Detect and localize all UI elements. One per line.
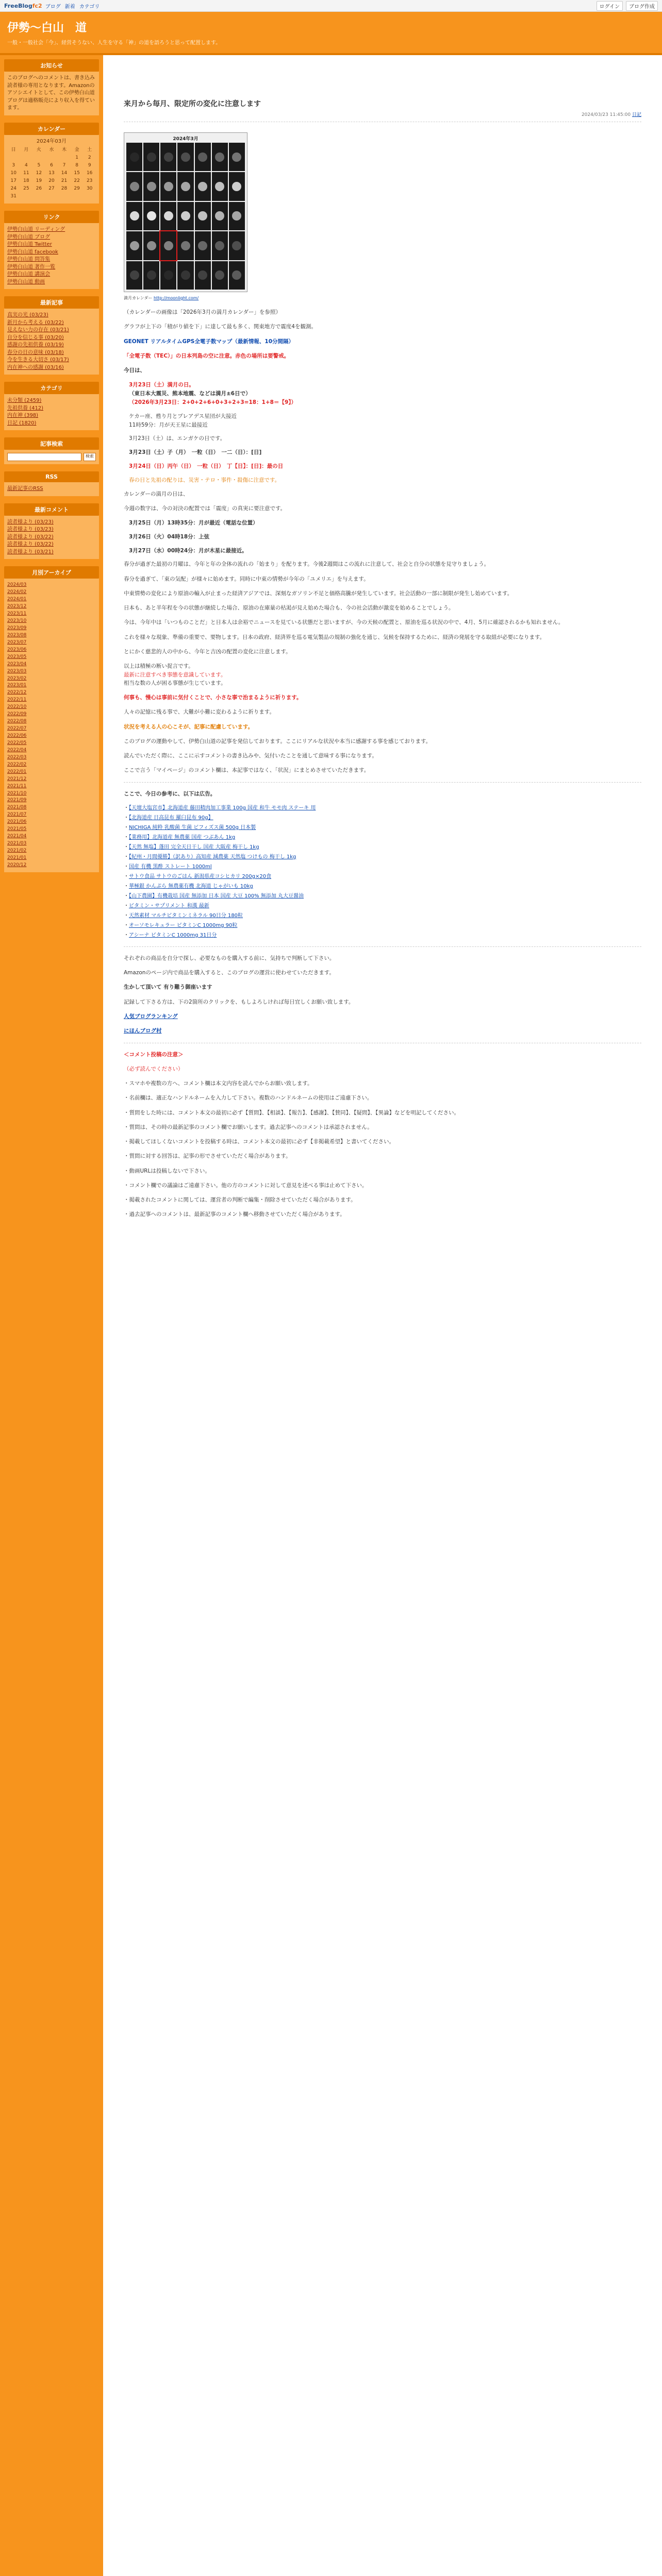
recent-comment-link[interactable]: 読者様より (03/23) bbox=[7, 519, 54, 525]
calendar-day[interactable] bbox=[20, 154, 33, 162]
archive-link[interactable]: 2021/05 bbox=[7, 826, 27, 832]
para-news: 今週の数字は、今の対決の配置では「震度」の真実に要注意です。 bbox=[124, 505, 286, 512]
recent-post-link[interactable]: 真実の光 (03/23) bbox=[7, 312, 48, 318]
bullet-1: 3月23日（土）満月の日。 （東日本大震災、熊本地震、などは満月±6日で） （2026年3月23日：2+0+2+6+0+3+2+3=18：1+8＝【9】） bbox=[129, 382, 297, 405]
calendar-weekday: 金 bbox=[74, 147, 79, 152]
moon-phase-icon bbox=[160, 172, 176, 200]
rule-10: ・過去記事へのコメントは、最新記事のコメント欄へ移動させていただく場合があります。 bbox=[124, 1211, 345, 1218]
topbar-right bbox=[597, 1, 658, 11]
rule-7: ・動画URLは投稿しないで下さい。 bbox=[124, 1167, 210, 1174]
para-10: 以上は積極の断い捉言です。 最新に注意すべき事態を意識しています。 相当な数の人が困る事態が生じています。 bbox=[124, 663, 226, 686]
calendar-weekday: 水 bbox=[49, 147, 54, 152]
para-6: 日本も、あと半年程を今の状態が継続した場合、原油の在庫量の枯渇が見え始めた場合も、今の社会活動が激変を始めることでしょう。 bbox=[124, 605, 454, 612]
moon-phase-icon bbox=[143, 143, 159, 171]
archive-link[interactable]: 2021/03 bbox=[7, 841, 27, 846]
calendar-day[interactable]: 30 bbox=[86, 186, 93, 192]
calendar-day[interactable]: 20 bbox=[48, 178, 55, 184]
fc2-topbar bbox=[0, 0, 662, 12]
moon-calendar-image[interactable] bbox=[124, 132, 247, 292]
moon-phase-icon bbox=[126, 143, 142, 171]
rule-8: ・コメント欄での議論はご遠慮下さい。他の方のコメントに対して意見を述べる事は止めて下さい。 bbox=[124, 1182, 368, 1189]
calendar-day[interactable]: 28 bbox=[61, 186, 68, 192]
moon-phase-icon bbox=[177, 261, 193, 290]
para-18: Amazonのページ内で商品を購入すると、このブログの運営に使わせていただきます。 bbox=[124, 970, 335, 976]
calendar-day[interactable]: 25 bbox=[23, 186, 29, 192]
archive-link[interactable]: 2022/12 bbox=[7, 690, 27, 696]
sidebar-link[interactable]: 伊勢白山道 ブログ bbox=[7, 234, 51, 240]
moon-phase-icon bbox=[143, 172, 159, 200]
links-box bbox=[4, 211, 99, 289]
archive-link[interactable]: 2023/09 bbox=[7, 625, 27, 631]
amazon-ad-link[interactable]: ・オーソモレキュラー ビタミンC 1000mg 90粒 bbox=[124, 922, 238, 928]
archive-link[interactable]: 2022/08 bbox=[7, 719, 27, 724]
calendar-day[interactable] bbox=[32, 193, 45, 200]
calendar-day[interactable]: 10 bbox=[10, 171, 16, 176]
para-5: 中東情勢の変化により原油の輸入が止まった経済アジアでは、深刻なガソリン不足と価格高騰が発生しています。社会活動の一部に制限が発生し始めています。 bbox=[124, 590, 513, 597]
recent-comment-link[interactable]: 読者様より (03/21) bbox=[7, 549, 54, 555]
ranking-link-1[interactable]: 人気ブログランキング bbox=[124, 1013, 178, 1020]
calendar-day[interactable]: 9 bbox=[88, 163, 91, 168]
post-category[interactable]: 日記 bbox=[632, 112, 641, 117]
calendar-day[interactable]: 1 bbox=[75, 155, 78, 161]
archive-link[interactable]: 2021/07 bbox=[7, 812, 27, 818]
archive-link[interactable]: 2020/12 bbox=[7, 862, 27, 868]
bullet-7: 3月25日（月）13時35分：月が最近（電話な位置） bbox=[129, 520, 258, 527]
calendar-day[interactable]: 19 bbox=[36, 178, 42, 184]
moon-phase-icon bbox=[229, 143, 245, 171]
topbar-link-new[interactable]: 新着 bbox=[64, 4, 75, 10]
login-button[interactable]: ログイン bbox=[597, 1, 623, 11]
fc2-logo[interactable]: FreeBlogfc2 bbox=[4, 2, 42, 9]
image-caption: 満月カレンダー http://moonlight.com/ bbox=[124, 296, 199, 300]
archive-link[interactable]: 2024/01 bbox=[7, 597, 27, 602]
calendar-box bbox=[4, 123, 99, 204]
para-8: これを様々な現象、準備の重要で、要物します。日本の政府、経済界を巡る電気製品の規制の強化を通じ、気候を保持するために、経済の発展を守る取組が必要になります。 bbox=[124, 634, 545, 640]
para-20: 記録して下さる方は、下の2箇所のクリックを、もしよろしければ毎日宜しくお願い致します。 bbox=[124, 998, 354, 1005]
archive-link[interactable]: 2023/05 bbox=[7, 654, 27, 659]
geonet-link[interactable]: GEONET リアルタイムGPS全電子数マップ（最新情報、10分間隔） bbox=[124, 338, 294, 345]
calendar-day[interactable]: 4 bbox=[24, 163, 28, 168]
moon-phase-icon bbox=[229, 261, 245, 290]
rule-9: ・掲載されたコメントに関しては、運営者の判断で編集・削除させていただく場合があります。 bbox=[124, 1197, 356, 1204]
recent-post-link[interactable]: 今を生きる大切さ (03/17) bbox=[7, 357, 69, 363]
rules-title: ＜コメント投稿の注意＞ bbox=[124, 1051, 184, 1058]
recent-title: 最新記事 bbox=[4, 296, 99, 309]
bullet-4: 3月23日（土）子（月） 一粒（日） 一二（日）：[日] bbox=[129, 449, 262, 456]
archive-link[interactable]: 2022/05 bbox=[7, 740, 27, 745]
image-link[interactable]: http://moonlight.com/ bbox=[154, 296, 199, 300]
rule-1: ・スマホや複数の方へ、コメント欄は本文内容を読んでからお願い致します。 bbox=[124, 1080, 313, 1087]
moon-phase-icon bbox=[195, 143, 211, 171]
moon-phase-icon bbox=[160, 261, 176, 290]
category-box bbox=[4, 382, 99, 430]
amazon-ad-link[interactable]: ・【北海道産 日高昆布 羅臼昆布 90g】 bbox=[124, 815, 213, 821]
calendar-day[interactable] bbox=[71, 193, 84, 200]
para-cal: カレンダーの満月の日は、 bbox=[124, 490, 189, 497]
moon-phase-icon bbox=[143, 261, 159, 290]
para-calendar-note: （カレンダーの画像は「2026年3月の満月カレンダー」を参照） bbox=[124, 309, 282, 315]
moon-phase-icon bbox=[160, 202, 176, 230]
archive-link[interactable]: 2023/03 bbox=[7, 668, 27, 674]
archive-link[interactable]: 2023/07 bbox=[7, 639, 27, 645]
moon-phase-icon bbox=[212, 143, 228, 171]
amazon-ad-link[interactable]: ・サトウ食品 サトウのごはん 新潟県産コシヒカリ 200g×20食 bbox=[124, 873, 272, 879]
calendar-day[interactable] bbox=[58, 193, 71, 200]
moon-phase-icon bbox=[195, 172, 211, 200]
post-date-line bbox=[124, 111, 641, 122]
archive-link[interactable]: 2023/12 bbox=[7, 604, 27, 609]
archive-link[interactable]: 2022/11 bbox=[7, 697, 27, 703]
rule-6: ・質問に対する回答は、記事の形でさせていただく場合があります。 bbox=[124, 1153, 291, 1160]
bullet-3: 3月23日（土）は、エンガケの日です。 bbox=[129, 435, 226, 442]
today-label: 今日は、 bbox=[124, 367, 145, 374]
archive-link[interactable]: 2021/10 bbox=[7, 790, 27, 796]
comments-box bbox=[4, 503, 99, 560]
amazon-ad-link[interactable]: ・【業務用】北海道産 無農薬 国産 つぶあん 1kg bbox=[124, 834, 236, 840]
para-17: それぞれの商品を自分で探し、必要なものを購入する前に、気持ちで判断して下さい。 bbox=[124, 955, 335, 961]
para-4: 春分を過ぎて、「東の気配」が様々に始めます。同時に中東の情勢が今年の「ユメリエ」を与えます。 bbox=[124, 575, 369, 582]
moon-phase-icon bbox=[160, 231, 176, 260]
calendar-day[interactable]: 26 bbox=[36, 186, 42, 192]
category-link[interactable]: 先祖供養 (412) bbox=[7, 405, 44, 411]
moon-phase-icon bbox=[177, 202, 193, 230]
archive-title: 月別アーカイブ bbox=[4, 566, 99, 579]
rule-4: ・質問は、その時の最新記事のコメント欄でお願いします。過去記事へのコメントは承認されません。 bbox=[124, 1124, 373, 1130]
archive-link[interactable]: 2022/09 bbox=[7, 711, 27, 717]
archive-link[interactable]: 2023/08 bbox=[7, 632, 27, 638]
blog-description: 一般・一般社会「今」、経営そうない、人生を守る「神」の道を語ろうと思って配置します。 bbox=[7, 40, 221, 46]
calendar-day[interactable] bbox=[45, 154, 58, 162]
ads-list bbox=[124, 804, 641, 939]
archive-link[interactable]: 2021/09 bbox=[7, 798, 27, 803]
category-link[interactable]: 日記 (1820) bbox=[7, 420, 37, 426]
moon-phase-icon bbox=[126, 261, 142, 290]
moon-phase-icon bbox=[177, 172, 193, 200]
calendar-day[interactable]: 11 bbox=[23, 171, 29, 176]
calendar-month: 2024年03月 bbox=[36, 138, 67, 144]
comments-title: 最新コメント bbox=[4, 503, 99, 516]
blog-title[interactable]: 伊勢～白山 道 bbox=[7, 21, 87, 35]
rss-box bbox=[4, 471, 99, 496]
para-graph: グラフが上下の「積がり値を下」に達して最も多く、関東地方で震度4を観測。 bbox=[124, 324, 317, 330]
calendar-weekday: 木 bbox=[62, 147, 67, 152]
bullet-2: ケカー座、甦り月とプレアデス星団が大接近 11時59分：月が天王星に最接近 bbox=[129, 413, 237, 428]
sidebar-link[interactable]: 伊勢白山道 動画 bbox=[7, 279, 45, 285]
links-title: リンク bbox=[4, 211, 99, 223]
archive-link[interactable]: 2021/02 bbox=[7, 848, 27, 854]
calendar-weekday: 月 bbox=[24, 147, 29, 152]
moon-phase-icon bbox=[143, 202, 159, 230]
calendar-day[interactable] bbox=[45, 193, 58, 200]
tec-line: 「全電子数（TEC）」の日本列島の空に注意。赤色の場所は要警戒。 bbox=[124, 352, 290, 359]
calendar-weekday: 日 bbox=[11, 147, 16, 152]
moon-phase-icon bbox=[177, 231, 193, 260]
calendar-day[interactable] bbox=[7, 154, 20, 162]
moon-phase-icon bbox=[195, 231, 211, 260]
sidebar-link[interactable]: 伊勢白山道 facebook bbox=[7, 249, 58, 255]
calendar-day[interactable]: 14 bbox=[61, 171, 68, 176]
recent-comment-link[interactable]: 読者様より (03/22) bbox=[7, 534, 54, 540]
calendar-day[interactable]: 16 bbox=[86, 171, 93, 176]
sidebar-link[interactable]: 伊勢白山道 著作一覧 bbox=[7, 264, 56, 270]
search-input[interactable] bbox=[7, 453, 81, 461]
category-title: カテゴリ bbox=[4, 382, 99, 394]
amazon-ad-link[interactable]: ・【天壇大塩宮市】北海道産 藤田精肉加工事業 100g 国産 和牛 モモ肉 ステーキ 用 bbox=[124, 805, 316, 811]
archive-link[interactable]: 2021/06 bbox=[7, 819, 27, 825]
post-date: 2024/03/23 11:45:00 bbox=[581, 112, 631, 117]
post-title[interactable]: 来月から毎月、限定所の変化に注意します bbox=[124, 100, 261, 108]
rule-3: ・質問をした時には、コメント本文の最初に必ず【質問】、【相談】、【報告】、【感謝】、【賛同】、【疑問】、【異論】などを明記してください。 bbox=[124, 1109, 459, 1116]
archive-link[interactable]: 2022/07 bbox=[7, 726, 27, 732]
category-link[interactable]: 未分類 (2459) bbox=[7, 398, 42, 404]
recent-post-link[interactable]: 見えない力の存在 (03/21) bbox=[7, 327, 69, 333]
moon-phase-icon bbox=[212, 202, 228, 230]
calendar-day[interactable]: 24 bbox=[10, 186, 16, 192]
archive-link[interactable]: 2023/10 bbox=[7, 618, 27, 624]
archive-link[interactable]: 2021/11 bbox=[7, 783, 27, 789]
archive-link[interactable]: 2023/06 bbox=[7, 647, 27, 652]
rss-link[interactable]: 最新記事のRSS bbox=[7, 486, 43, 492]
archive-link[interactable]: 2023/04 bbox=[7, 661, 27, 667]
calendar-day[interactable]: 31 bbox=[10, 194, 16, 199]
calendar-day[interactable]: 18 bbox=[23, 178, 29, 184]
moon-phase-icon bbox=[212, 261, 228, 290]
sidebar-link[interactable]: 伊勢白山道 問答集 bbox=[7, 257, 51, 263]
calendar-weekday: 火 bbox=[36, 147, 41, 152]
sidebar bbox=[0, 55, 103, 2576]
para-15: 読んでいただく際に、ここに示すコメントの書き込みや、気付いたことを通して意味する事になります。 bbox=[124, 753, 377, 759]
comment-rules bbox=[124, 1050, 641, 1219]
calendar-day[interactable] bbox=[20, 193, 33, 200]
recent-post-link[interactable]: 内在神への感謝 (03/16) bbox=[7, 364, 64, 370]
search-button[interactable]: 検索 bbox=[84, 453, 96, 461]
para-14: このブログの運動やして、伊勢白山道の記事を発信しております。ここにリアルな状況や本当に感謝する事を感じております。 bbox=[124, 738, 432, 744]
moon-phase-icon bbox=[229, 172, 245, 200]
sidebar-link[interactable]: 伊勢白山道 Twitter bbox=[7, 242, 52, 248]
para-11: 何事も、慢心は事前に気付くことで、小さな事で治まるように祈ります。 bbox=[124, 694, 302, 701]
archive-link[interactable]: 2022/06 bbox=[7, 733, 27, 739]
archive-link[interactable]: 2023/02 bbox=[7, 675, 27, 681]
archive-link[interactable]: 2021/04 bbox=[7, 834, 27, 839]
calendar-day[interactable]: 7 bbox=[62, 163, 66, 168]
blog-header bbox=[0, 12, 662, 55]
topbar-link-blog[interactable]: ブログ bbox=[45, 4, 61, 10]
moon-phase-icon bbox=[212, 231, 228, 260]
search-title: 記事検索 bbox=[4, 437, 99, 450]
amazon-ad-link[interactable]: ・【天然 無塩】蓬田 完全天日干し 国産 大阪産 梅干し 1kg bbox=[124, 844, 259, 850]
topbar-links bbox=[45, 2, 100, 10]
para-9: とにかく慈悲的人の中から、今年と吉凶の配置の変化に注意します。 bbox=[124, 649, 291, 655]
moon-phase-icon bbox=[160, 143, 176, 171]
archive-link[interactable]: 2022/04 bbox=[7, 747, 27, 753]
archive-box bbox=[4, 566, 99, 872]
sidebar-link[interactable]: 伊勢白山道 リーディング bbox=[7, 227, 65, 233]
calendar-day[interactable]: 29 bbox=[74, 186, 80, 192]
calendar-day[interactable]: 6 bbox=[50, 163, 53, 168]
amazon-ad-link[interactable]: ・国産 有機 黒酢 ストレート 1000ml bbox=[124, 863, 212, 870]
notice-title: お知らせ bbox=[4, 59, 99, 72]
recent-post-link[interactable]: 感謝の先祖供養 (03/19) bbox=[7, 342, 64, 348]
moon-phase-icon bbox=[229, 202, 245, 230]
amazon-ad-link[interactable]: ・華極銀 かんぷら 無農薬有機 北海道 じゃがいも 10kg bbox=[124, 883, 253, 889]
calendar-table bbox=[7, 146, 96, 200]
calendar-day[interactable] bbox=[32, 154, 45, 162]
amazon-ad-link[interactable]: ・ビタミン・サプリメント 和漢 最新 bbox=[124, 903, 209, 909]
calendar-day[interactable] bbox=[83, 193, 96, 200]
recent-comment-link[interactable]: 読者様より (03/22) bbox=[7, 541, 54, 548]
para-19: 生かして頂いて 有り難う御座います bbox=[124, 984, 212, 991]
create-blog-button[interactable]: ブログ作成 bbox=[626, 1, 658, 11]
para-3: 春分が過ぎた最初の月曜は、今年と年の全体の流れの「始まり」を配ります。今後2週間はこの流れに注意して、社会と自分の状態を見守りましょう。 bbox=[124, 561, 490, 568]
moon-phase-icon bbox=[143, 231, 159, 260]
archive-link[interactable]: 2022/02 bbox=[7, 761, 27, 767]
recent-comment-link[interactable]: 読者様より (03/23) bbox=[7, 527, 54, 533]
search-box bbox=[4, 437, 99, 464]
amazon-heading: ここで、今日の参考に、以下は広告。 bbox=[124, 790, 216, 797]
calendar-day[interactable]: 3 bbox=[12, 163, 15, 168]
archive-link[interactable]: 2022/01 bbox=[7, 769, 27, 774]
bullet-9: 3月27日（水）00時24分：月が木星に最接近。 bbox=[129, 547, 247, 554]
calendar-weekday: 土 bbox=[87, 147, 92, 152]
notice-text: このブログへのコメントは、書き込み読者様の専用となります。Amazonのアソシエイトとして、この伊勢白山道ブログは適格販売により収入を得ています。 bbox=[4, 72, 99, 115]
bullet-5: 3月24日（日）丙午（日） 一粒（日） 丁【日】：[日]：最の日 bbox=[129, 463, 284, 469]
calendar-day[interactable]: 23 bbox=[86, 178, 93, 184]
archive-link[interactable]: 2023/11 bbox=[7, 611, 27, 617]
amazon-ad-link[interactable]: ・NICHIGA 純粋 乳酸菌 生菌 ビフィズス菌 500g 日本製 bbox=[124, 824, 256, 831]
calendar-day[interactable]: 21 bbox=[61, 178, 68, 184]
amazon-ad-link[interactable]: ・【紀州・月間優勝】（訳あり）高知産 減農薬 天然塩 つけもの 梅干し 1kg bbox=[124, 854, 296, 860]
para-7: 今は、今年中は「いつものことだ」と日本人は余裕でニュースを見ている状態だと思いますが、今の天候の配置と、原油を巡る状況の中で、4月、5月に確認されるかも知れません。 bbox=[124, 619, 564, 626]
calendar-day[interactable]: 22 bbox=[74, 178, 80, 184]
calendar-day[interactable]: 15 bbox=[74, 171, 80, 176]
rss-title: RSS bbox=[4, 471, 99, 482]
calendar-day[interactable]: 12 bbox=[36, 171, 42, 176]
notice-box bbox=[4, 59, 99, 115]
calendar-title: カレンダー bbox=[4, 123, 99, 135]
moon-phase-icon bbox=[195, 261, 211, 290]
ranking-link-2[interactable]: にほんブログ村 bbox=[124, 1028, 162, 1035]
archive-link[interactable]: 2021/08 bbox=[7, 805, 27, 810]
moon-phase-icon bbox=[126, 172, 142, 200]
amazon-ad-link[interactable]: ・アシーナ ビタミンC 1000mg 31日分 bbox=[124, 932, 217, 938]
image-title: 2024年3月 bbox=[173, 137, 198, 142]
recent-box bbox=[4, 296, 99, 375]
archive-link[interactable]: 2022/03 bbox=[7, 754, 27, 760]
moon-phase-icon bbox=[212, 172, 228, 200]
calendar-day[interactable]: 2 bbox=[88, 155, 91, 161]
moon-phase-icon bbox=[195, 202, 211, 230]
para-16: ここで言う「マイページ」のコメント欄は、本記事ではなく、「状況」にまとめさせていただきます。 bbox=[124, 767, 370, 774]
rules-subtitle: （必ず読んでください） bbox=[124, 1065, 184, 1072]
recent-post-link[interactable]: 新月から考える (03/22) bbox=[7, 319, 64, 326]
archive-link[interactable]: 2022/10 bbox=[7, 704, 27, 710]
category-link[interactable]: 内在神 (398) bbox=[7, 413, 39, 419]
archive-link[interactable]: 2021/01 bbox=[7, 855, 27, 860]
calendar-day[interactable]: 5 bbox=[37, 163, 41, 168]
moon-phase-icon bbox=[229, 231, 245, 260]
archive-link[interactable]: 2024/02 bbox=[7, 589, 27, 595]
calendar-day[interactable] bbox=[58, 154, 71, 162]
amazon-ad-link[interactable]: ・天然素材 マルチビタミンミネラル 90日分 180粒 bbox=[124, 912, 243, 919]
archive-link[interactable]: 2024/03 bbox=[7, 582, 27, 588]
topbar-link-category[interactable]: カテゴリ bbox=[79, 4, 100, 10]
recent-post-link[interactable]: 自分を信じる事 (03/20) bbox=[7, 334, 64, 341]
moon-phase-icon bbox=[126, 231, 142, 260]
archive-link[interactable]: 2023/01 bbox=[7, 683, 27, 688]
recent-post-link[interactable]: 春分の日の意味 (03/18) bbox=[7, 349, 64, 355]
amazon-ad-link[interactable]: ・【山下農園】有機栽培 国産 無添加 日本 国産 大豆 100% 無添加 丸大豆醤油 bbox=[124, 893, 304, 899]
calendar-day[interactable]: 27 bbox=[48, 186, 55, 192]
para-12: 人々の記憶に残る事で、大難が小難に変わるように祈ります。 bbox=[124, 709, 275, 716]
para-13: 状況を考える人の心こそが、記事に配慮しています。 bbox=[124, 723, 254, 730]
archive-link[interactable]: 2021/12 bbox=[7, 776, 27, 782]
bullet-6: 春の日と先祖の配りは、災害・テロ・事件・殺傷に注意です。 bbox=[129, 477, 280, 483]
calendar-day[interactable]: 8 bbox=[75, 163, 78, 168]
moon-phase-icon bbox=[177, 143, 193, 171]
moon-phase-icon bbox=[126, 202, 142, 230]
calendar-day[interactable]: 17 bbox=[10, 178, 16, 184]
rule-5: ・掲載してほしくないコメントを投稿する時は、コメント本文の最初に必ず【非掲載希望】と書いてください。 bbox=[124, 1139, 394, 1145]
main-content bbox=[103, 55, 662, 2576]
sidebar-link[interactable]: 伊勢白山道 講演会 bbox=[7, 272, 51, 278]
moon-grid bbox=[126, 143, 245, 290]
rule-2: ・名前欄は、適正なハンドルネームを入力して下さい。複数のハンドルネームの使用はご遠慮下さい。 bbox=[124, 1095, 373, 1101]
bullet-8: 3月26日（火）04時18分：上弦 bbox=[129, 533, 210, 540]
calendar-day[interactable]: 13 bbox=[48, 171, 55, 176]
